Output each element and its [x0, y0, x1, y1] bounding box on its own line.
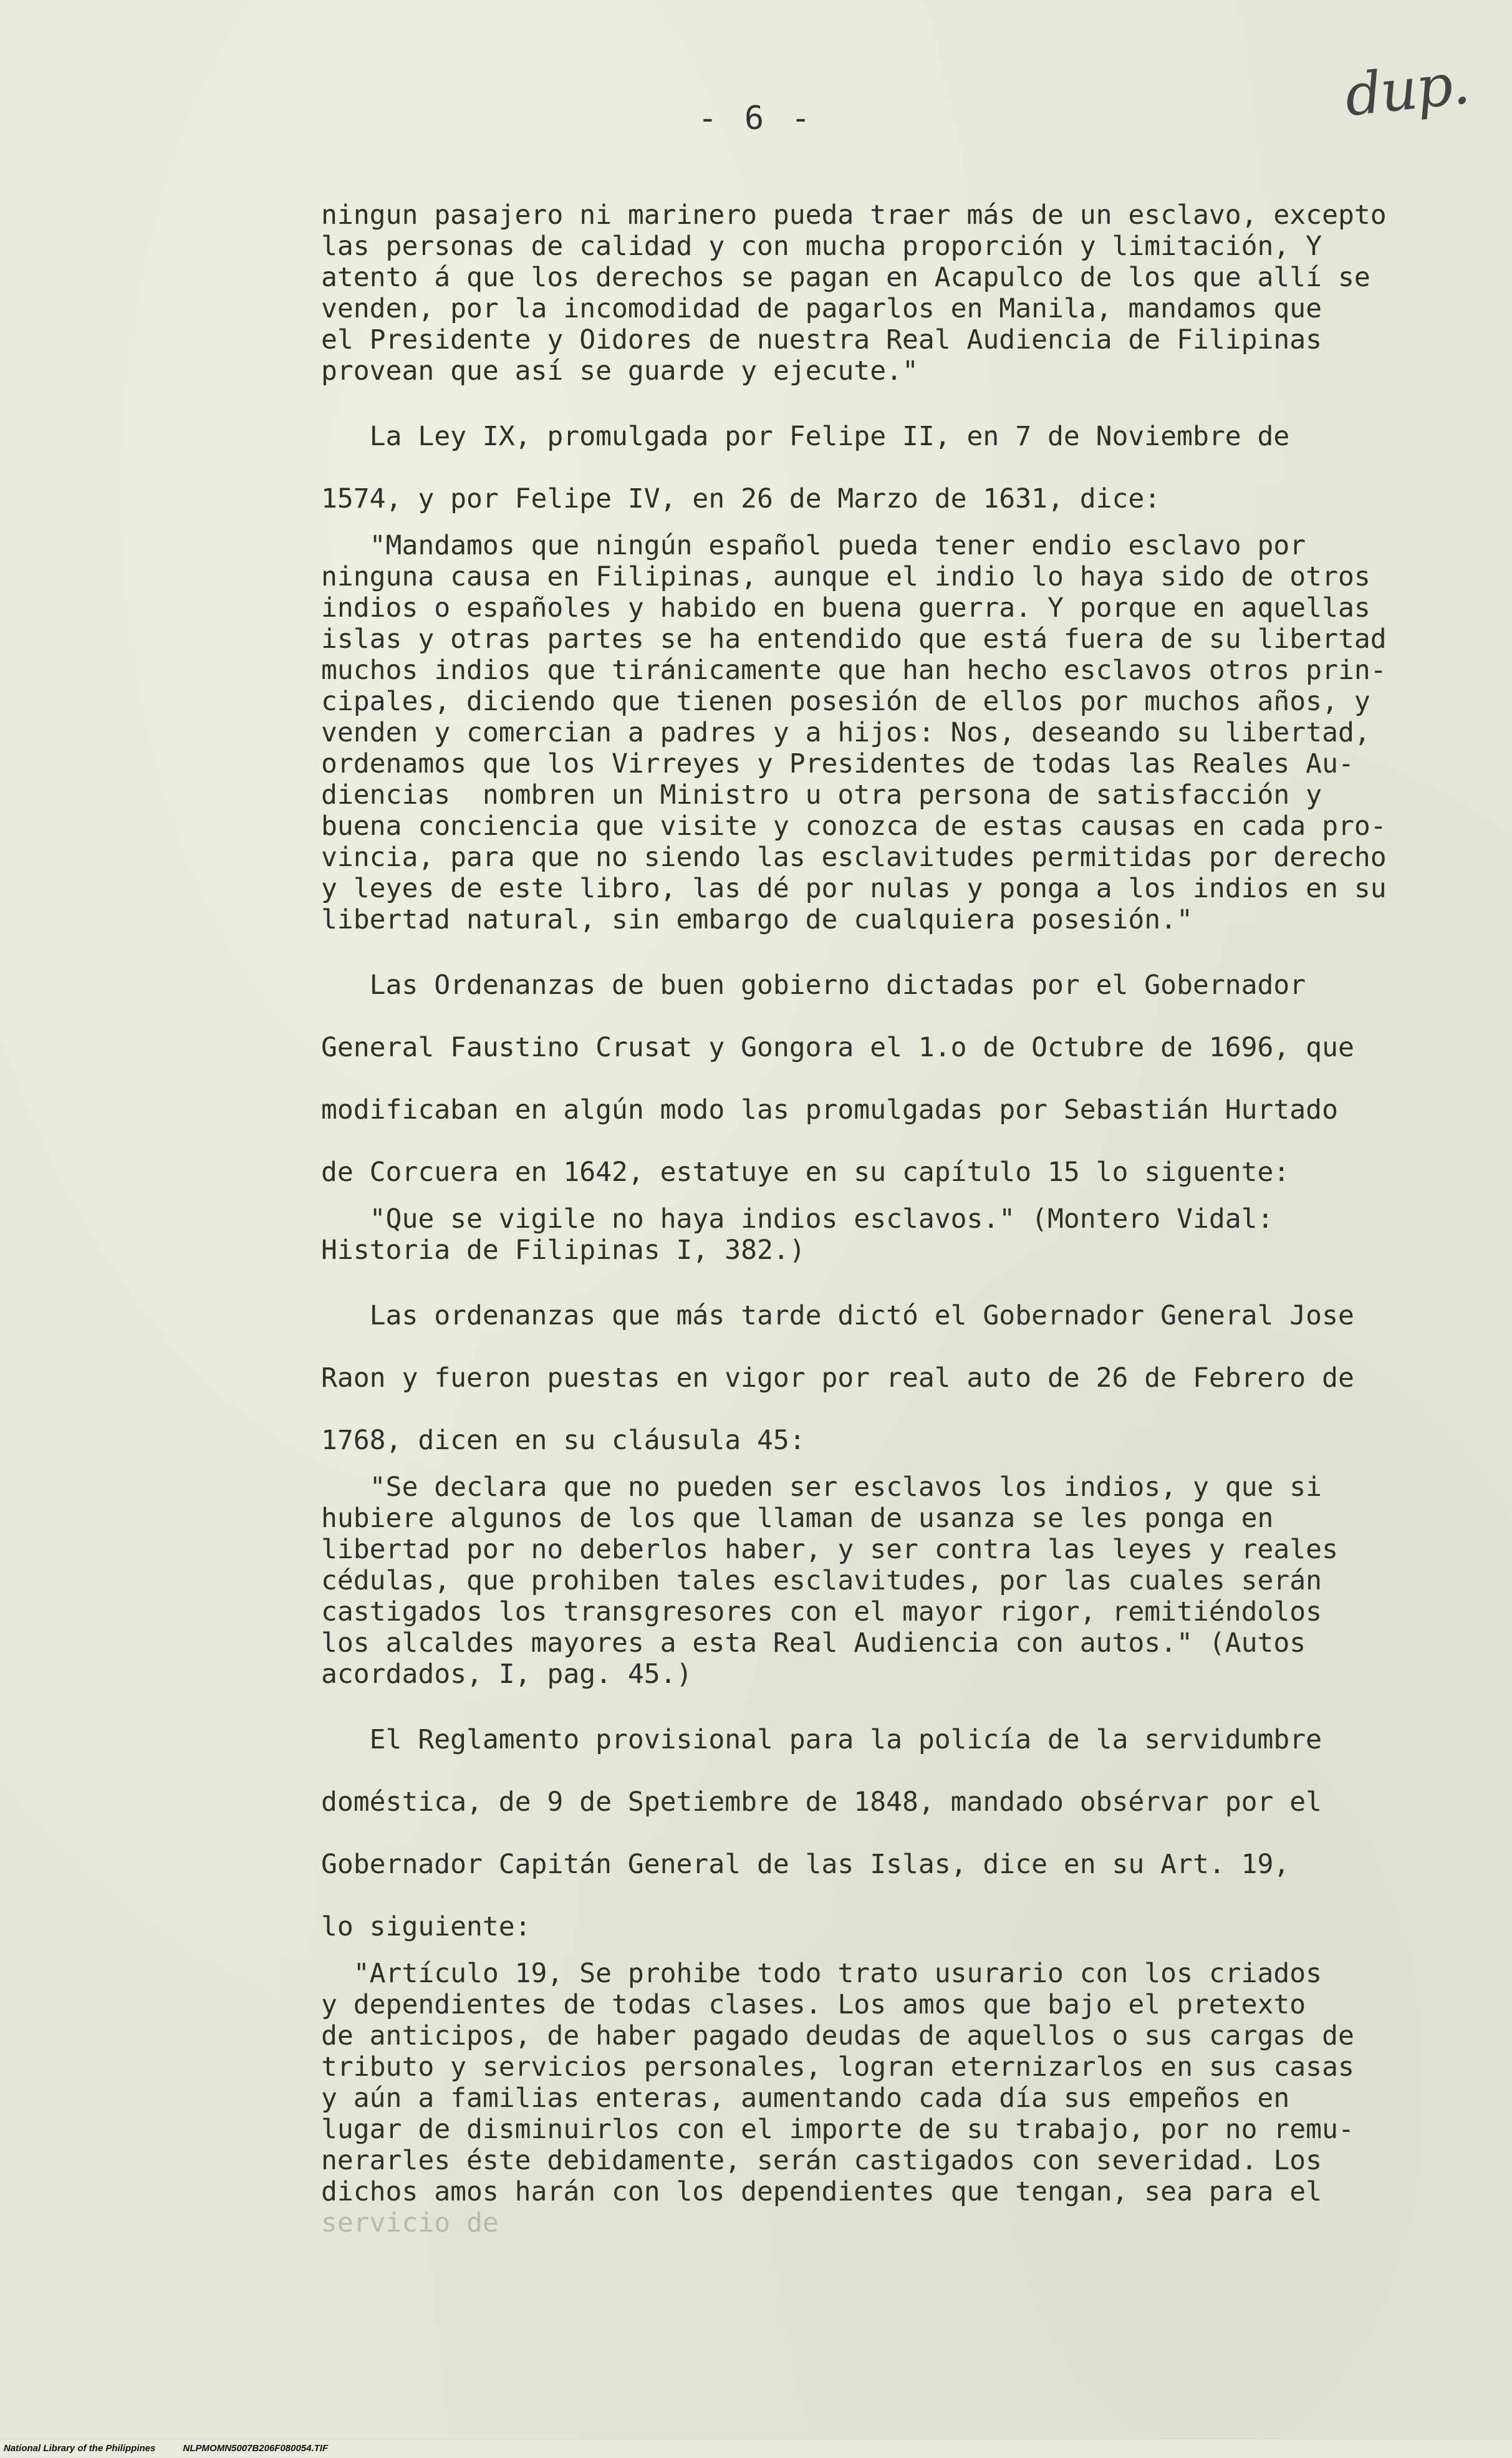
paragraph-ordenanzas-1768 [321, 1284, 1369, 1472]
text-line: doméstica, de 9 de Spetiembre de 1848, mandado obsérvar por el [321, 1786, 1322, 1818]
text-line: nerarles éste debidamente, serán castigados con severidad. Los [321, 2145, 1322, 2176]
text-line: venden y comercian a padres y a hijos: Nos, deseando su libertad, [321, 717, 1370, 748]
text-line: Gobernador Capitán General de las Islas, dice en su Art. 19, [321, 1849, 1290, 1880]
text-line: los alcaldes mayores a esta Real Audiencia con autos." (Autos [321, 1627, 1306, 1659]
text-line: de anticipos, de haber pagado deudas de aquellos o sus cargas de [321, 2020, 1354, 2051]
text-line: lo siguiente: [321, 1911, 531, 1942]
text-line: General Faustino Crusat y Gongora el 1.o de Octubre de 1696, que [321, 1032, 1354, 1063]
text-line: y dependientes de todas clases. Los amos que bajo el pretexto [321, 1989, 1306, 2020]
text-line: cipales, diciendo que tienen posesión de ellos por muchos años, y [321, 686, 1370, 717]
text-line: libertad por no deberlos haber, y ser contra las leyes y reales [321, 1534, 1338, 1565]
text-line: muchos indios que tiránicamente que han hecho esclavos otros prin- [321, 655, 1387, 686]
text-line: tributo y servicios personales, logran eternizarlos en sus casas [321, 2051, 1354, 2083]
text-line: "Se declara que no pueden ser esclavos los indios, y que si [321, 1472, 1322, 1503]
text-line: de Corcuera en 1642, estatuye en su capítulo 15 lo siguente: [321, 1157, 1290, 1188]
text-line: cédulas, que prohiben tales esclavitudes, por las cuales serán [321, 1565, 1322, 1596]
paragraph-ordenanzas-1696 [321, 954, 1369, 1203]
text-line: 1574, y por Felipe IV, en 26 de Marzo de 1631, dice: [321, 483, 1161, 514]
text-line: buena conciencia que visite y conozca de estas causas en cada pro- [321, 811, 1387, 842]
text-line: lugar de disminuirlos con el importe de su trabajo, por no remu- [321, 2114, 1354, 2145]
text-line: castigados los transgresores con el mayor rigor, remitiéndolos [321, 1596, 1322, 1627]
text-line: "Artículo 19, Se prohibe todo trato usurario con los criados [321, 1958, 1322, 1989]
text-line: atento á que los derechos se pagan en Acapulco de los que allí se [321, 262, 1370, 293]
text-line: libertad natural, sin embargo de cualquiera posesión." [321, 904, 1193, 935]
document-body [321, 200, 1387, 2239]
text-line: Las Ordenanzas de buen gobierno dictadas por el Gobernador [321, 970, 1306, 1001]
text-line: islas y otras partes se ha entendido que está fuera de su libertad [321, 624, 1387, 655]
file-name: NLPMOMN5007B206F080054.TIF [183, 2443, 329, 2454]
scan-footer [0, 2439, 1512, 2457]
text-line: "Que se vigile no haya indios esclavos." (Montero Vidal: [321, 1203, 1274, 1235]
text-line: El Reglamento provisional para la policía de la servidumbre [321, 1724, 1322, 1755]
text-line: Raon y fueron puestas en vigor por real auto de 26 de Febrero de [321, 1362, 1354, 1394]
text-line: venden, por la incomodidad de pagarlos en Manila, mandamos que [321, 293, 1322, 324]
quote-vigile [321, 1203, 1369, 1266]
text-line: indios o españoles y habido en buena guerra. Y porque en aquellas [321, 592, 1370, 624]
text-line: y aún a familias enteras, aumentando cada día sus empeños en [321, 2083, 1290, 2114]
text-line: dichos amos harán con los dependientes que tengan, sea para el [321, 2176, 1322, 2207]
text-line: hubiere algunos de los que llaman de usanza se les ponga en [321, 1503, 1274, 1534]
text-line: ordenamos que los Virreyes y Presidentes de todas las Reales Au- [321, 748, 1354, 779]
library-credit: National Library of the Philippines [4, 2443, 156, 2454]
text-line: Las ordenanzas que más tarde dictó el Gobernador General Jose [321, 1300, 1354, 1331]
text-line: La Ley IX, promulgada por Felipe II, en 7 de Noviembre de [321, 421, 1290, 452]
text-line: provean que así se guarde y ejecute." [321, 355, 918, 387]
text-line: modificaban en algún modo las promulgadas por Sebastián Hurtado [321, 1094, 1338, 1125]
faded-text-line: servicio de [321, 2207, 499, 2239]
text-line: y leyes de este libro, las dé por nulas y ponga a los indios en su [321, 873, 1387, 904]
text-line: diencias nombren un Ministro u otra persona de satisfacción y [321, 779, 1322, 811]
quote-mandamos [321, 530, 1387, 935]
text-line: vincia, para que no siendo las esclavitudes permitidas por derecho [321, 842, 1387, 873]
handwritten-annotation: dup. [1341, 49, 1472, 130]
page-number: - 6 - [698, 100, 814, 137]
paragraph-ley-ix [321, 405, 1369, 530]
text-line: ninguna causa en Filipinas, aunque el indio lo haya sido de otros [321, 561, 1370, 592]
text-line: acordados, I, pag. 45.) [321, 1659, 693, 1690]
paragraph-reglamento-1848 [321, 1709, 1369, 1958]
quote-se-declara [321, 1472, 1369, 1690]
paragraph-continuation [321, 200, 1387, 387]
text-line: las personas de calidad y con mucha proporción y limitación, Y [321, 231, 1322, 262]
text-line: 1768, dicen en su cláusula 45: [321, 1425, 806, 1456]
quote-articulo-19 [321, 1958, 1369, 2239]
text-line: el Presidente y Oidores de nuestra Real Audiencia de Filipinas [321, 324, 1322, 355]
text-line: "Mandamos que ningún español pueda tener endio esclavo por [321, 530, 1306, 561]
text-line: Historia de Filipinas I, 382.) [321, 1235, 806, 1266]
text-line: ningun pasajero ni marinero pueda traer más de un esclavo, excepto [321, 200, 1387, 231]
